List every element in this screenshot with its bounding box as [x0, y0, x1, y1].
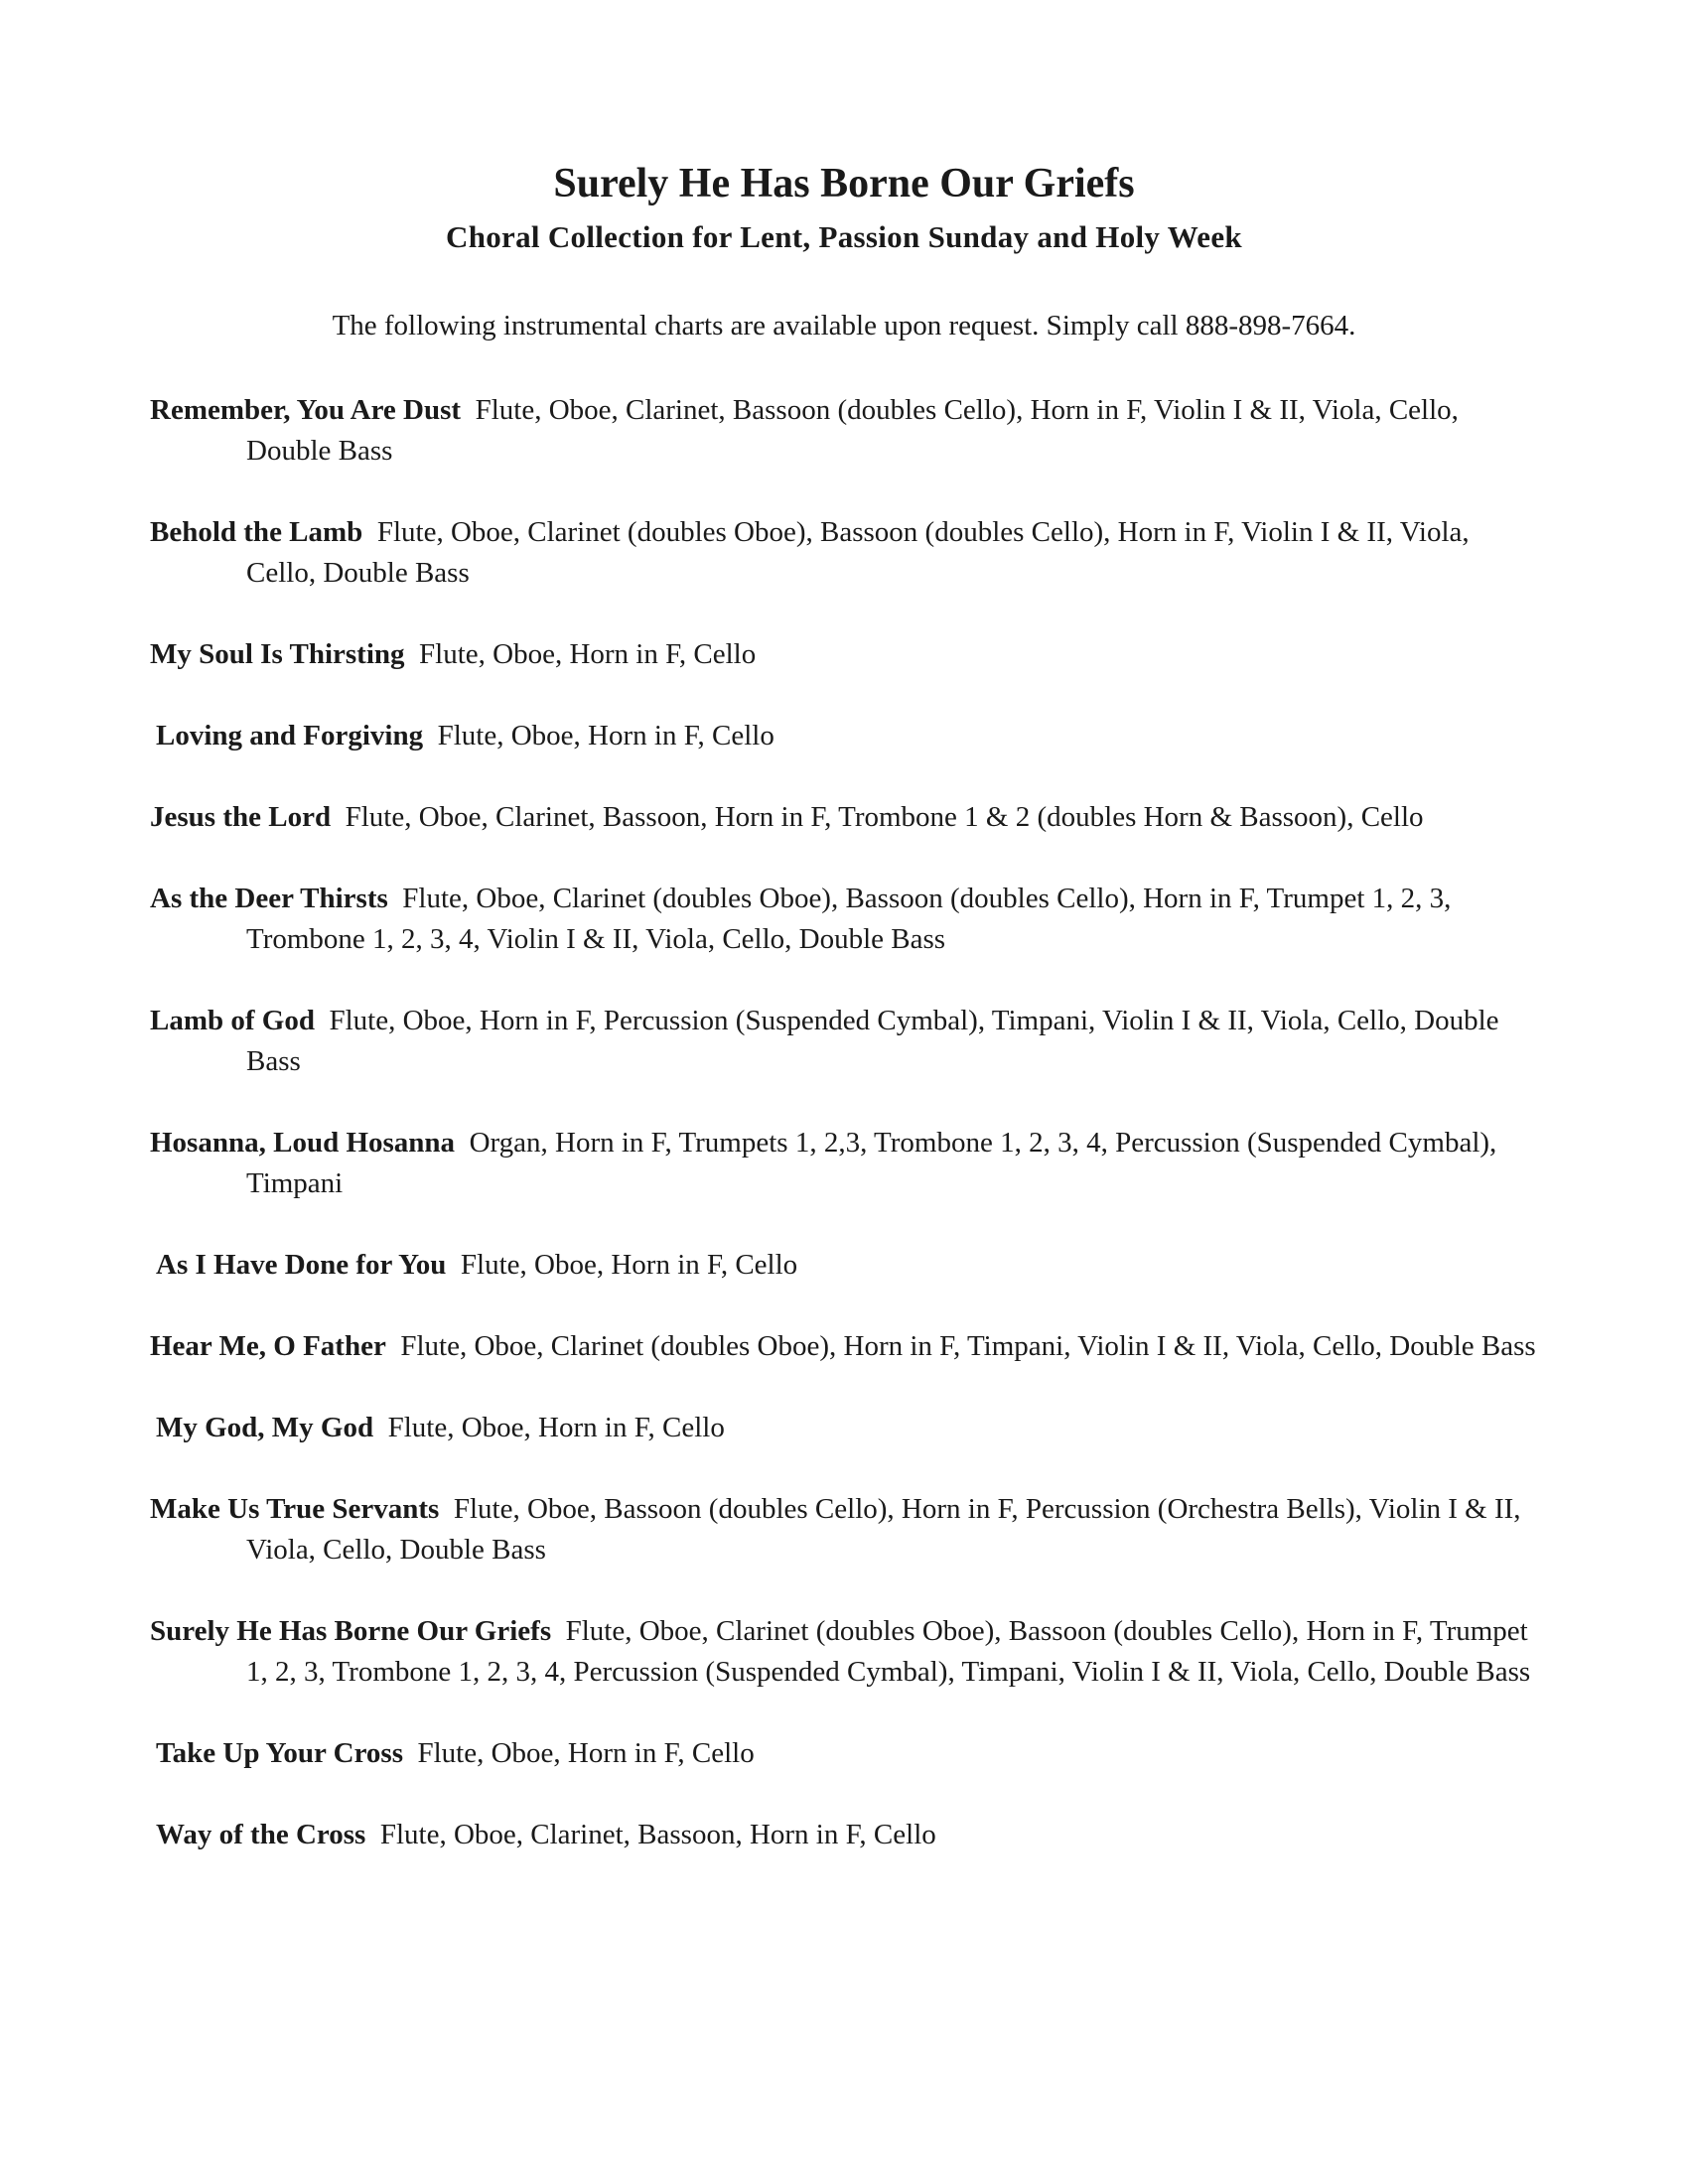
- piece-title: As the Deer Thirsts: [150, 883, 388, 914]
- list-item: [150, 390, 1540, 472]
- page-subtitle: Choral Collection for Lent, Passion Sunday and Holy Week: [446, 219, 1242, 254]
- instrument-list: Flute, Oboe, Horn in F, Cello: [387, 1412, 725, 1443]
- page-title: Surely He Has Borne Our Griefs: [553, 161, 1135, 206]
- list-item: [150, 797, 1540, 838]
- list-item: [150, 512, 1540, 594]
- instrument-list: Flute, Oboe, Clarinet, Bassoon, Horn in F, Cello: [379, 1819, 936, 1850]
- piece-title: Hear Me, O Father: [150, 1330, 386, 1362]
- list-item: [150, 1001, 1540, 1082]
- list-item: [150, 1408, 1540, 1448]
- instrument-list: Flute, Oboe, Clarinet (doubles Oboe), Horn in F, Timpani, Violin I & II, Viola, Cello, Double Bass: [400, 1330, 1536, 1362]
- piece-title: Remember, You Are Dust: [150, 394, 462, 426]
- instrument-list: Flute, Oboe, Clarinet, Bassoon, Horn in F, Trombone 1 & 2 (doubles Horn & Bassoon), Cello: [345, 801, 1424, 833]
- list-item: [150, 1815, 1540, 1855]
- piece-title: Lamb of God: [150, 1005, 315, 1036]
- piece-title: Take Up Your Cross: [156, 1737, 403, 1769]
- list-item: [150, 1489, 1540, 1570]
- piece-title: Hosanna, Loud Hosanna: [150, 1127, 456, 1159]
- piece-title: Surely He Has Borne Our Griefs: [150, 1615, 552, 1647]
- instrument-list: Flute, Oboe, Clarinet (doubles Oboe), Bassoon (doubles Cello), Horn in F, Trumpet 1, 2, 3, Trombone 1, 2, 3, 4, Percussion (Suspended Cymbal), Timpani, Violin I & II, Viola, Cello, Double Bass: [246, 1615, 1531, 1688]
- piece-title: Loving and Forgiving: [156, 720, 424, 751]
- instrument-list: Flute, Oboe, Horn in F, Cello: [417, 1737, 755, 1769]
- list-item: [150, 1733, 1540, 1774]
- list-item: [150, 1326, 1540, 1367]
- instrument-list: Organ, Horn in F, Trumpets 1, 2,3, Trombone 1, 2, 3, 4, Percussion (Suspended Cymbal), Timpani: [246, 1127, 1497, 1199]
- instrument-list: Flute, Oboe, Clarinet, Bassoon (doubles Cello), Horn in F, Violin I & II, Viola, Cello, Double Bass: [246, 394, 1459, 467]
- list-item: [150, 879, 1540, 960]
- piece-title: Jesus the Lord: [150, 801, 332, 833]
- piece-title: As I Have Done for You: [156, 1249, 447, 1281]
- instrument-list: Flute, Oboe, Horn in F, Percussion (Suspended Cymbal), Timpani, Violin I & II, Viola, Cello, Double Bass: [246, 1005, 1499, 1077]
- piece-title: Make Us True Servants: [150, 1493, 440, 1525]
- intro-text: The following instrumental charts are available upon request. Simply call 888-898-7664.: [332, 310, 1356, 341]
- list-item: [150, 1123, 1540, 1204]
- piece-title: My God, My God: [156, 1412, 374, 1443]
- list-item: [150, 1245, 1540, 1286]
- instrumentation-list: [150, 390, 1540, 1896]
- piece-title: Way of the Cross: [156, 1819, 366, 1850]
- instrument-list: Flute, Oboe, Horn in F, Cello: [419, 638, 757, 670]
- piece-title: My Soul Is Thirsting: [150, 638, 405, 670]
- list-item: [150, 1611, 1540, 1693]
- instrument-list: Flute, Oboe, Clarinet (doubles Oboe), Bassoon (doubles Cello), Horn in F, Violin I & II, Viola, Cello, Double Bass: [246, 516, 1470, 589]
- instrument-list: Flute, Oboe, Horn in F, Cello: [437, 720, 774, 751]
- instrument-list: Flute, Oboe, Clarinet (doubles Oboe), Bassoon (doubles Cello), Horn in F, Trumpet 1, 2, 3, Trombone 1, 2, 3, 4, Violin I & II, Viola, Cello, Double Bass: [246, 883, 1452, 955]
- list-item: [150, 634, 1540, 675]
- piece-title: Behold the Lamb: [150, 516, 363, 548]
- instrument-list: Flute, Oboe, Horn in F, Cello: [460, 1249, 798, 1281]
- instrument-list: Flute, Oboe, Bassoon (doubles Cello), Horn in F, Percussion (Orchestra Bells), Violin I & II, Viola, Cello, Double Bass: [246, 1493, 1521, 1566]
- list-item: [150, 716, 1540, 756]
